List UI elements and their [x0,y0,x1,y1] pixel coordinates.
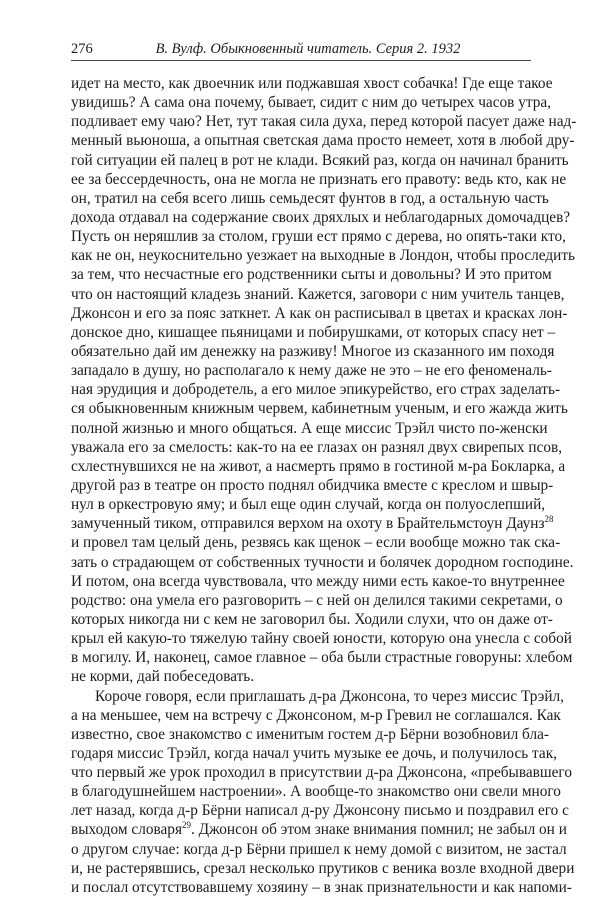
text-line-start: выходом словаря [71,821,182,838]
paragraph-2 [71,687,531,897]
text-line: И потом, она всегда чувствовала, что между ними есть какое-то внутреннее [71,572,531,591]
text-line: ее за бессердечность, она не могла не признать его правоту: ведь кто, как не [71,170,531,189]
text-line: уважала его за смелость: как-то на ее глазах он разнял двух свирепых псов, [71,438,531,457]
text-line: которых никогда ни с кем не заговорил бы. Ходили слухи, что он даже от- [71,610,531,629]
text-line: и провел там целый день, резвясь как щенок – если вообще можно так ска- [71,533,531,552]
text-line-with-footnote [71,514,531,533]
text-line: что он настоящий кладезь знаний. Кажется, заговори с ним учитель танцев, [71,285,531,304]
text-line: а на меньшее, чем на встречу с Джонсоном, м-р Гревил не соглашался. Как [71,706,531,725]
text-line: не корми, дай побеседовать. [71,667,531,686]
text-line: и, не растерявшись, срезал несколько прутиков с веника возле входной двери [71,859,531,878]
text-line-end: . Джонсон об этом знаке внимания помнил; не забыл он и [191,821,567,838]
text-line: крыл ей какую-то тяжелую тайну своей юности, которую она унесла с собой [71,629,531,648]
text-line: донское дно, кишащее пьяницами и побирушками, от которых спасу нет – [71,323,531,342]
text-line: и послал отсутствовавшему хозяину – в знак признательности и как напоми- [71,878,531,897]
text-line: как не он, неукоснительно уезжает на выходные в Лондон, чтобы проследить [71,246,531,265]
text-line: дохода отдавал на содержание своих дряхлых и неблагодарных домочадцев? [71,208,531,227]
text-line-with-footnote [71,820,531,839]
text-line: Джонсон и его за пояс заткнет. А как он расписывал в цветах и красках лон- [71,304,531,323]
text-line: нул в оркестровую яму; и был еще один случай, когда он полуослепший, [71,495,531,514]
text-line: в могилу. И, наконец, самое главное – оба были страстные говоруны: хлебом [71,648,531,667]
text-line: за тем, что несчастные его родственники сыты и довольны? И это притом [71,265,531,284]
footnote-ref-28[interactable]: 28 [545,514,554,524]
header-rule [71,60,531,61]
text-line: лет назад, когда д-р Бёрни написал д-ру Джонсону письмо и поздравил его с [71,801,531,820]
page-header [71,40,531,60]
text-line: ся обыкновенным книжным червем, кабинетным ученым, и его жажда жить [71,399,531,418]
text-line: в благодушнейшем настроении». А вообще-то знакомство они свели много [71,782,531,801]
text-line: известно, свое знакомство с именитым гостем д-р Бёрни возобновил бла- [71,725,531,744]
text-line: Пусть он неряшлив за столом, груши ест прямо с дерева, но опять-таки кто, [71,227,531,246]
text-line: ная эрудиция и добродетель, а его милое эпикурейство, его страх заделать- [71,380,531,399]
text-line: Короче говоря, если приглашать д-ра Джонсона, то через миссис Трэйл, [71,687,531,706]
text-line: подливает ему чаю? Нет, тут такая сила духа, перед которой пасует даже над- [71,112,531,131]
footnote-ref-29[interactable]: 29 [182,820,191,830]
text-line: о другом случае: когда д-р Бёрни пришел к нему домой с визитом, не застал [71,840,531,859]
body-text [71,74,531,897]
text-line: обязательно дай им денежку на разживу! Многое из сказанного им походя [71,342,531,361]
text-line: родство: она умела его разговорить – с ней он делился такими секретами, о [71,591,531,610]
text-line: полной жизнью и много общаться. А еще миссис Трэйл чисто по-женски [71,419,531,438]
text-line: гой ситуации ей палец в рот не клади. Всякий раз, когда он начинал бранить [71,151,531,170]
page-number: 276 [71,40,93,58]
text-line: годаря миссис Трэйл, когда начал учить музыке ее дочь, и получилось так, [71,744,531,763]
text-line: увидишь? А сама она почему, бывает, сидит с ним до четырех часов утра, [71,93,531,112]
running-title: В. Вулф. Обыкновенный читатель. Серия 2. 1932 [71,40,531,58]
text-line: западало в душу, но располагало к нему даже не это – не его феноменаль- [71,361,531,380]
paragraph-1 [71,74,531,687]
text-line: идет на место, как двоечник или поджавшая хвост собачка! Где еще такое [71,74,531,93]
text-line: менный вьюноша, а опытная светская дама просто немеет, хотя в любой дру- [71,131,531,150]
text-line: он, тратил на себя всего лишь семьдесят фунтов в год, а остальную часть [71,189,531,208]
text-line: что первый же урок проходил в присутствии д-ра Джонсона, «пребывавшего [71,763,531,782]
text-line: замученный тиком, отправился верхом на охоту в Брайтельмстоун Даунз [71,515,545,532]
text-line: другой раз в театре он просто поднял обидчика вместе с креслом и швыр- [71,476,531,495]
text-line: зать о страдающем от собственных тучности и болячек дородном господине. [71,553,531,572]
text-line: схлестнувшихся не на живот, а насмерть прямо в гостиной м-ра Бокларка, а [71,457,531,476]
